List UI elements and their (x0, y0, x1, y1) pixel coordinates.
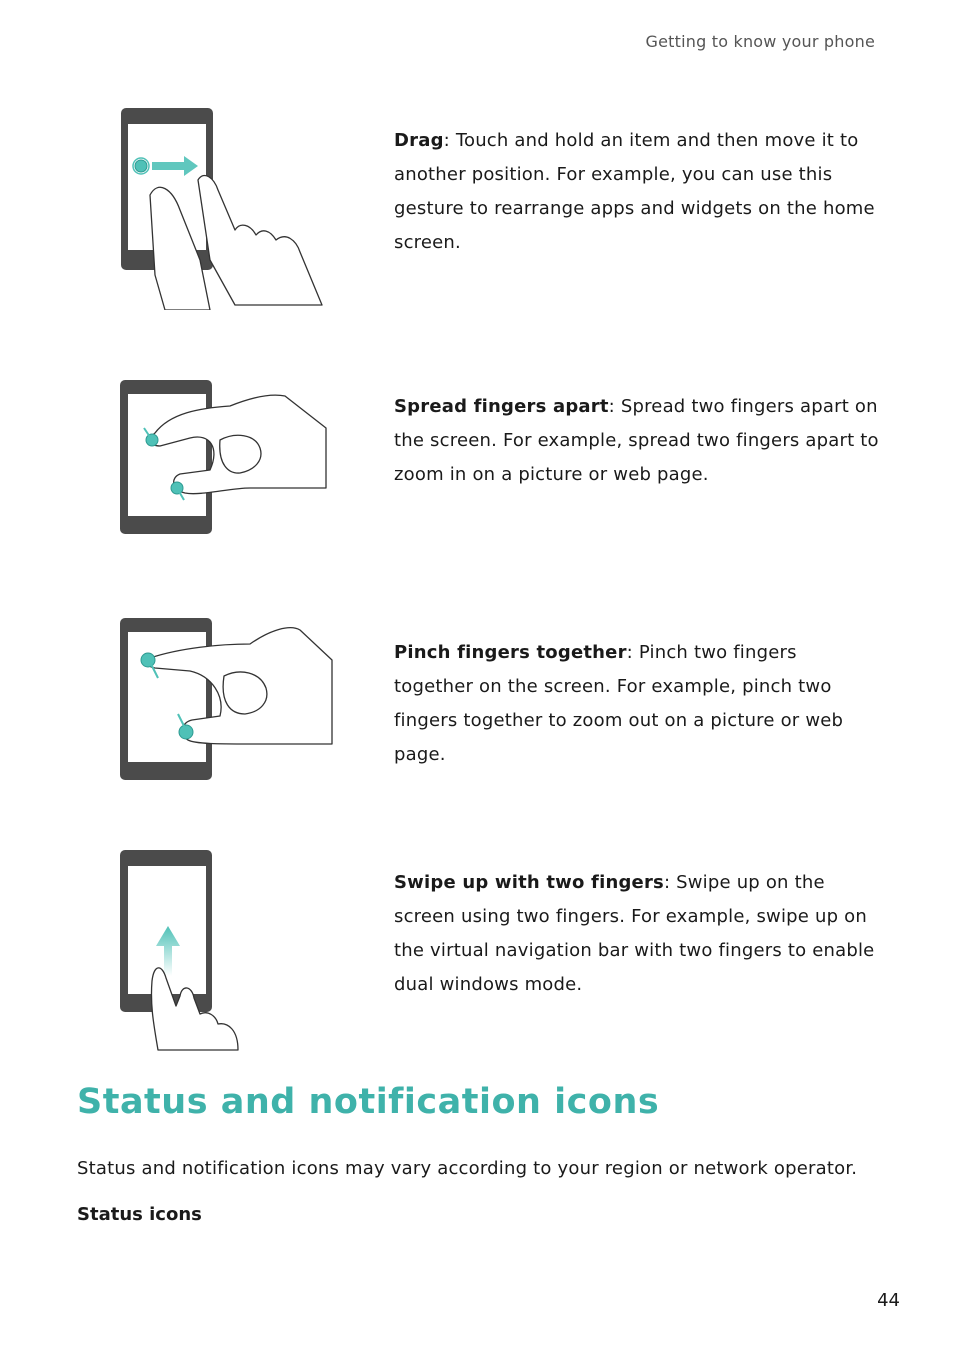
gesture-term: Spread fingers apart (394, 396, 609, 417)
section-title: Status and notification icons (77, 1082, 660, 1122)
pinch-fingers-icon (100, 616, 340, 786)
gesture-term: Swipe up with two fingers (394, 872, 664, 893)
status-icons-subheading: Status icons (77, 1204, 202, 1225)
gesture-term: Pinch fingers together (394, 642, 627, 663)
section-intro: Status and notification icons may vary according to your region or network operator. (77, 1158, 858, 1179)
gesture-description-pinch (394, 636, 879, 772)
gesture-body: : Swipe up on the screen using two fingers. For example, swipe up on the virtual navigation bar with two fingers to enable dual windows mode. (394, 872, 875, 995)
gesture-body: : Pinch two fingers together on the screen. For example, pinch two fingers together to zoom out on a picture or web page. (394, 642, 844, 765)
two-finger-swipe-icon (100, 846, 340, 1056)
gesture-description-drag (394, 124, 879, 260)
gesture-description-swipe-two (394, 866, 879, 1002)
gesture-body: : Spread two fingers apart on the screen. For example, spread two fingers apart to zoom in on a picture or web page. (394, 396, 879, 485)
running-header: Getting to know your phone (645, 32, 875, 51)
page-number: 44 (877, 1290, 900, 1311)
spread-fingers-icon (100, 378, 340, 538)
gesture-description-spread (394, 390, 879, 492)
gesture-term: Drag (394, 130, 444, 151)
gesture-body: : Touch and hold an item and then move it to another position. For example, you can use this gesture to rearrange apps and widgets on the home screen. (394, 130, 875, 253)
drag-gesture-icon (100, 100, 340, 310)
